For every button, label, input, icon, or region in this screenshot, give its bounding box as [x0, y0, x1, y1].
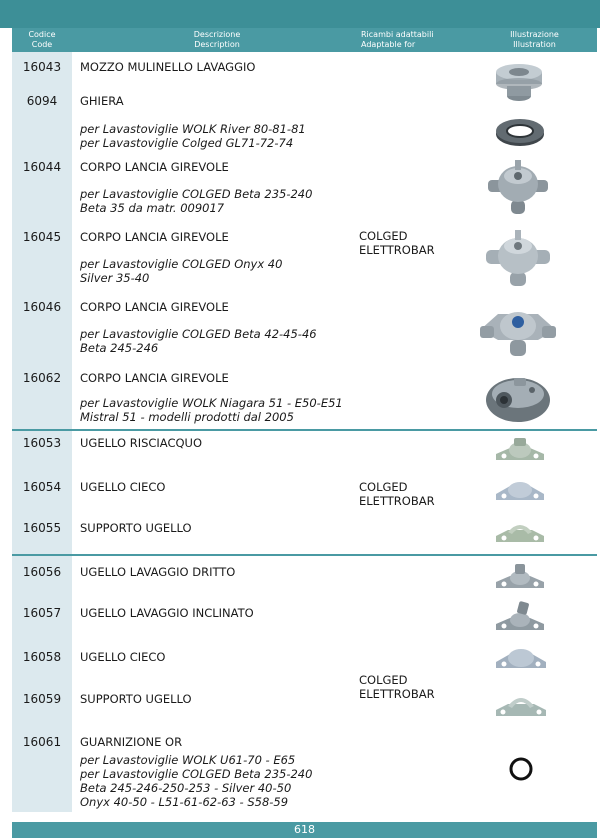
swivel-lance-body-icon: [478, 300, 558, 360]
header-desc-it: Descrizione: [193, 30, 241, 39]
part-code: 16044: [22, 160, 62, 174]
part-fit-line: Beta 245-246: [80, 341, 159, 355]
fitting-brand: COLGED: [359, 229, 408, 243]
part-fit-line: per Lavastoviglie COLGED Beta 235-240: [80, 187, 313, 201]
header-illustration: [472, 30, 597, 50]
o-ring-gasket-icon: [508, 756, 534, 782]
part-code: 16061: [22, 735, 62, 749]
part-code: 16055: [22, 521, 62, 535]
part-title: CORPO LANCIA GIREVOLE: [80, 300, 229, 314]
swivel-lance-body-icon: [486, 228, 550, 288]
part-code: 16058: [22, 650, 62, 664]
fitting-brand: COLGED: [359, 673, 408, 687]
part-title: MOZZO MULINELLO LAVAGGIO: [80, 60, 256, 74]
part-title: CORPO LANCIA GIREVOLE: [80, 160, 229, 174]
swivel-lance-body-icon: [482, 370, 554, 424]
part-fit-line: Beta 245-246-250-253 - Silver 40-50: [80, 781, 292, 795]
fitting-brand: ELETTROBAR: [359, 687, 435, 701]
part-fit-line: Silver 35-40: [80, 271, 150, 285]
part-code: 16043: [22, 60, 62, 74]
part-code: 6094: [26, 94, 58, 108]
part-code: 16062: [22, 371, 62, 385]
header-ill-it: Illustrazione: [510, 30, 559, 39]
part-title: SUPPORTO UGELLO: [80, 521, 192, 535]
top-band: [0, 0, 600, 28]
straight-wash-nozzle-icon: [494, 562, 546, 594]
blind-nozzle-icon: [494, 478, 546, 506]
part-fit-line: per Lavastoviglie Colged GL71-72-74: [80, 136, 294, 150]
ring-nut-icon: [494, 114, 546, 150]
part-fit-line: per Lavastoviglie COLGED Onyx 40: [80, 257, 283, 271]
part-code: 16056: [22, 565, 62, 579]
part-title: CORPO LANCIA GIREVOLE: [80, 230, 229, 244]
header-fit-en: Adaptable for: [361, 40, 416, 49]
group-separator: [12, 429, 597, 431]
fitting-brand: ELETTROBAR: [359, 243, 435, 257]
header-code: [12, 30, 72, 50]
part-fit-line: per Lavastoviglie COLGED Beta 235-240: [80, 767, 313, 781]
header-code-it: Codice: [28, 30, 56, 39]
part-title: UGELLO CIECO: [80, 650, 166, 664]
part-fit-line: per Lavastoviglie COLGED Beta 42-45-46: [80, 327, 317, 341]
part-fit-line: Beta 35 da matr. 009017: [80, 201, 225, 215]
part-code: 16059: [22, 692, 62, 706]
nozzle-support-icon: [494, 518, 546, 546]
part-title: GUARNIZIONE OR: [80, 735, 183, 749]
part-code: 16054: [22, 480, 62, 494]
part-title: UGELLO RISCIACQUO: [80, 436, 203, 450]
fitting-brand: COLGED: [359, 480, 408, 494]
hub-part-icon: [492, 60, 546, 104]
part-title: CORPO LANCIA GIREVOLE: [80, 371, 229, 385]
header-desc-en: Description: [194, 40, 240, 49]
part-title: UGELLO LAVAGGIO INCLINATO: [80, 606, 254, 620]
part-code: 16053: [22, 436, 62, 450]
part-title: UGELLO LAVAGGIO DRITTO: [80, 565, 236, 579]
swivel-lance-body-icon: [486, 158, 550, 216]
rinse-nozzle-icon: [494, 436, 546, 466]
header-code-en: Code: [31, 40, 53, 49]
part-fit-line: Onyx 40-50 - L51-61-62-63 - S58-59: [80, 795, 289, 809]
group-separator: [12, 554, 597, 556]
nozzle-support-icon: [494, 690, 548, 722]
part-fit-line: per Lavastoviglie WOLK River 80-81-81: [80, 122, 306, 136]
part-code: 16057: [22, 606, 62, 620]
table-header: [12, 28, 597, 52]
part-code: 16045: [22, 230, 62, 244]
blind-nozzle-icon: [494, 646, 548, 676]
part-fit-line: Mistral 51 - modelli prodotti dal 2005: [80, 410, 294, 424]
part-fit-line: per Lavastoviglie WOLK U61-70 - E65: [80, 753, 296, 767]
part-title: GHIERA: [80, 94, 124, 108]
header-fit-it: Ricambi adattabili: [361, 30, 434, 39]
inclined-wash-nozzle-icon: [494, 600, 546, 636]
header-adaptable: [361, 30, 481, 50]
page-number: 618: [12, 822, 597, 838]
part-title: UGELLO CIECO: [80, 480, 166, 494]
fitting-brand: ELETTROBAR: [359, 494, 435, 508]
header-ill-en: Illustration: [513, 40, 556, 49]
header-description: [72, 30, 362, 50]
part-fit-line: per Lavastoviglie WOLK Niagara 51 - E50-E51: [80, 396, 343, 410]
part-code: 16046: [22, 300, 62, 314]
part-title: SUPPORTO UGELLO: [80, 692, 192, 706]
